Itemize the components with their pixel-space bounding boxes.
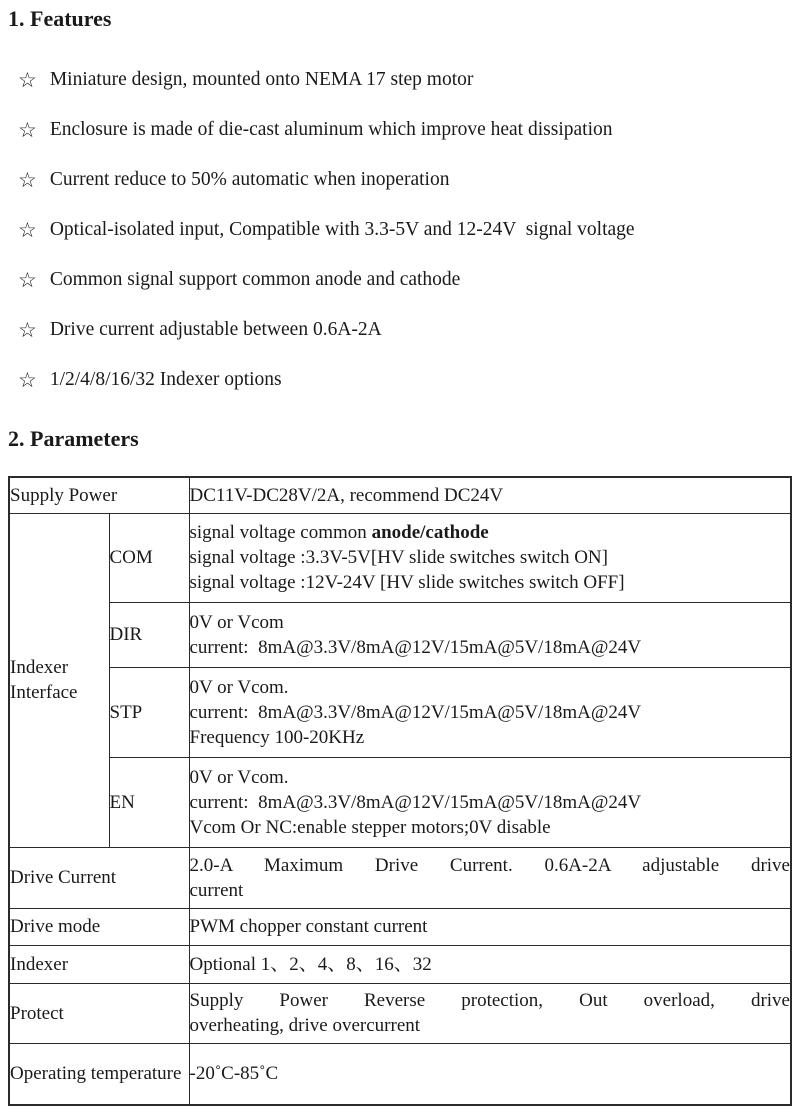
param-value-protect bbox=[189, 983, 791, 1043]
param-value-com bbox=[189, 513, 791, 602]
pin-label-en: EN bbox=[109, 757, 189, 847]
row-protect bbox=[9, 983, 791, 1043]
param-value-drive-current bbox=[189, 847, 791, 908]
param-label-protect: Protect bbox=[9, 983, 189, 1043]
stp-line-3: Frequency 100-20KHz bbox=[189, 726, 365, 748]
feature-label: Current reduce to 50% automatic when inoperation bbox=[49, 169, 450, 190]
dir-line-2: current: 8mA@3.3V/8mA@12V/15mA@5V/18mA@24V bbox=[189, 636, 642, 658]
param-label-supply-power: Supply Power bbox=[9, 477, 189, 513]
pin-label-com: COM bbox=[109, 513, 189, 602]
com-line-1 bbox=[190, 520, 791, 545]
param-value-indexer: Optional 1、2、4、8、16、32 bbox=[189, 945, 791, 983]
feature-item bbox=[8, 355, 790, 405]
row-operating-temperature bbox=[9, 1043, 791, 1105]
en-line-3: Vcom Or NC:enable stepper motors;0V disable bbox=[189, 816, 551, 838]
param-value-en bbox=[189, 757, 791, 847]
param-value-stp bbox=[189, 667, 791, 757]
param-label-indexer: Indexer bbox=[9, 945, 189, 983]
features-list bbox=[8, 55, 790, 405]
row-supply-power bbox=[9, 477, 791, 513]
row-stp bbox=[9, 667, 791, 757]
feature-label: Miniature design, mounted onto NEMA 17 step motor bbox=[49, 69, 474, 90]
feature-item bbox=[8, 155, 790, 205]
pin-label-dir: DIR bbox=[109, 602, 189, 667]
com-line-1-bold: anode/cathode bbox=[371, 522, 489, 543]
param-value-dir bbox=[189, 602, 791, 667]
com-line-3: signal voltage :12V-24V [HV slide switches switch OFF] bbox=[189, 572, 625, 593]
row-drive-mode bbox=[9, 908, 791, 945]
row-indexer bbox=[9, 945, 791, 983]
stp-line-1: 0V or Vcom. bbox=[189, 676, 289, 698]
drive-current-line-1: 2.0-A Maximum Drive Current. 0.6A-2A adjustable drive bbox=[189, 854, 790, 876]
pin-label-stp: STP bbox=[109, 667, 189, 757]
row-en bbox=[9, 757, 791, 847]
feature-label: Common signal support common anode and cathode bbox=[49, 269, 461, 290]
feature-item bbox=[8, 305, 790, 355]
feature-label: Optical-isolated input, Compatible with 3.3-5V and 12-24V signal voltage bbox=[49, 219, 635, 240]
features-heading: 1. Features bbox=[8, 6, 112, 31]
param-value-operating-temperature: -20˚C-85˚C bbox=[189, 1043, 791, 1105]
feature-label: Enclosure is made of die-cast aluminum which improve heat dissipation bbox=[49, 119, 613, 140]
param-label-drive-mode: Drive mode bbox=[9, 908, 189, 945]
com-line-1-normal: signal voltage common bbox=[189, 522, 372, 543]
dir-line-1: 0V or Vcom bbox=[189, 611, 284, 633]
param-label-operating-temperature: Operating temperature bbox=[9, 1043, 189, 1105]
star-bullet-icon: ☆ bbox=[18, 317, 37, 342]
star-bullet-icon: ☆ bbox=[18, 217, 37, 242]
en-line-2: current: 8mA@3.3V/8mA@12V/15mA@5V/18mA@24V bbox=[189, 791, 642, 813]
feature-item bbox=[8, 205, 790, 255]
protect-line-2: overheating, drive overcurrent bbox=[189, 1015, 421, 1036]
en-line-1: 0V or Vcom. bbox=[189, 766, 289, 788]
row-dir bbox=[9, 602, 791, 667]
row-com bbox=[9, 513, 791, 602]
parameters-heading: 2. Parameters bbox=[8, 426, 139, 451]
parameters-table bbox=[8, 476, 792, 1106]
feature-item bbox=[8, 255, 790, 305]
feature-label: 1/2/4/8/16/32 Indexer options bbox=[49, 369, 282, 390]
param-label-drive-current: Drive Current bbox=[9, 847, 189, 908]
star-bullet-icon: ☆ bbox=[18, 167, 37, 192]
star-bullet-icon: ☆ bbox=[18, 117, 37, 142]
feature-item bbox=[8, 105, 790, 155]
star-bullet-icon: ☆ bbox=[18, 67, 37, 92]
param-value-supply-power: DC11V-DC28V/2A, recommend DC24V bbox=[189, 477, 791, 513]
star-bullet-icon: ☆ bbox=[18, 367, 37, 392]
feature-label: Drive current adjustable between 0.6A-2A bbox=[49, 319, 382, 340]
feature-item bbox=[8, 55, 790, 105]
param-label-indexer-interface: Indexer Interface bbox=[9, 513, 109, 847]
param-value-drive-mode: PWM chopper constant current bbox=[189, 908, 791, 945]
row-drive-current bbox=[9, 847, 791, 908]
drive-current-line-2: current bbox=[189, 879, 244, 901]
star-bullet-icon: ☆ bbox=[18, 267, 37, 292]
stp-line-2: current: 8mA@3.3V/8mA@12V/15mA@5V/18mA@24V bbox=[189, 701, 642, 723]
com-line-2: signal voltage :3.3V-5V[HV slide switches switch ON] bbox=[189, 547, 608, 568]
protect-line-1: Supply Power Reverse protection, Out overload, drive bbox=[189, 990, 790, 1011]
